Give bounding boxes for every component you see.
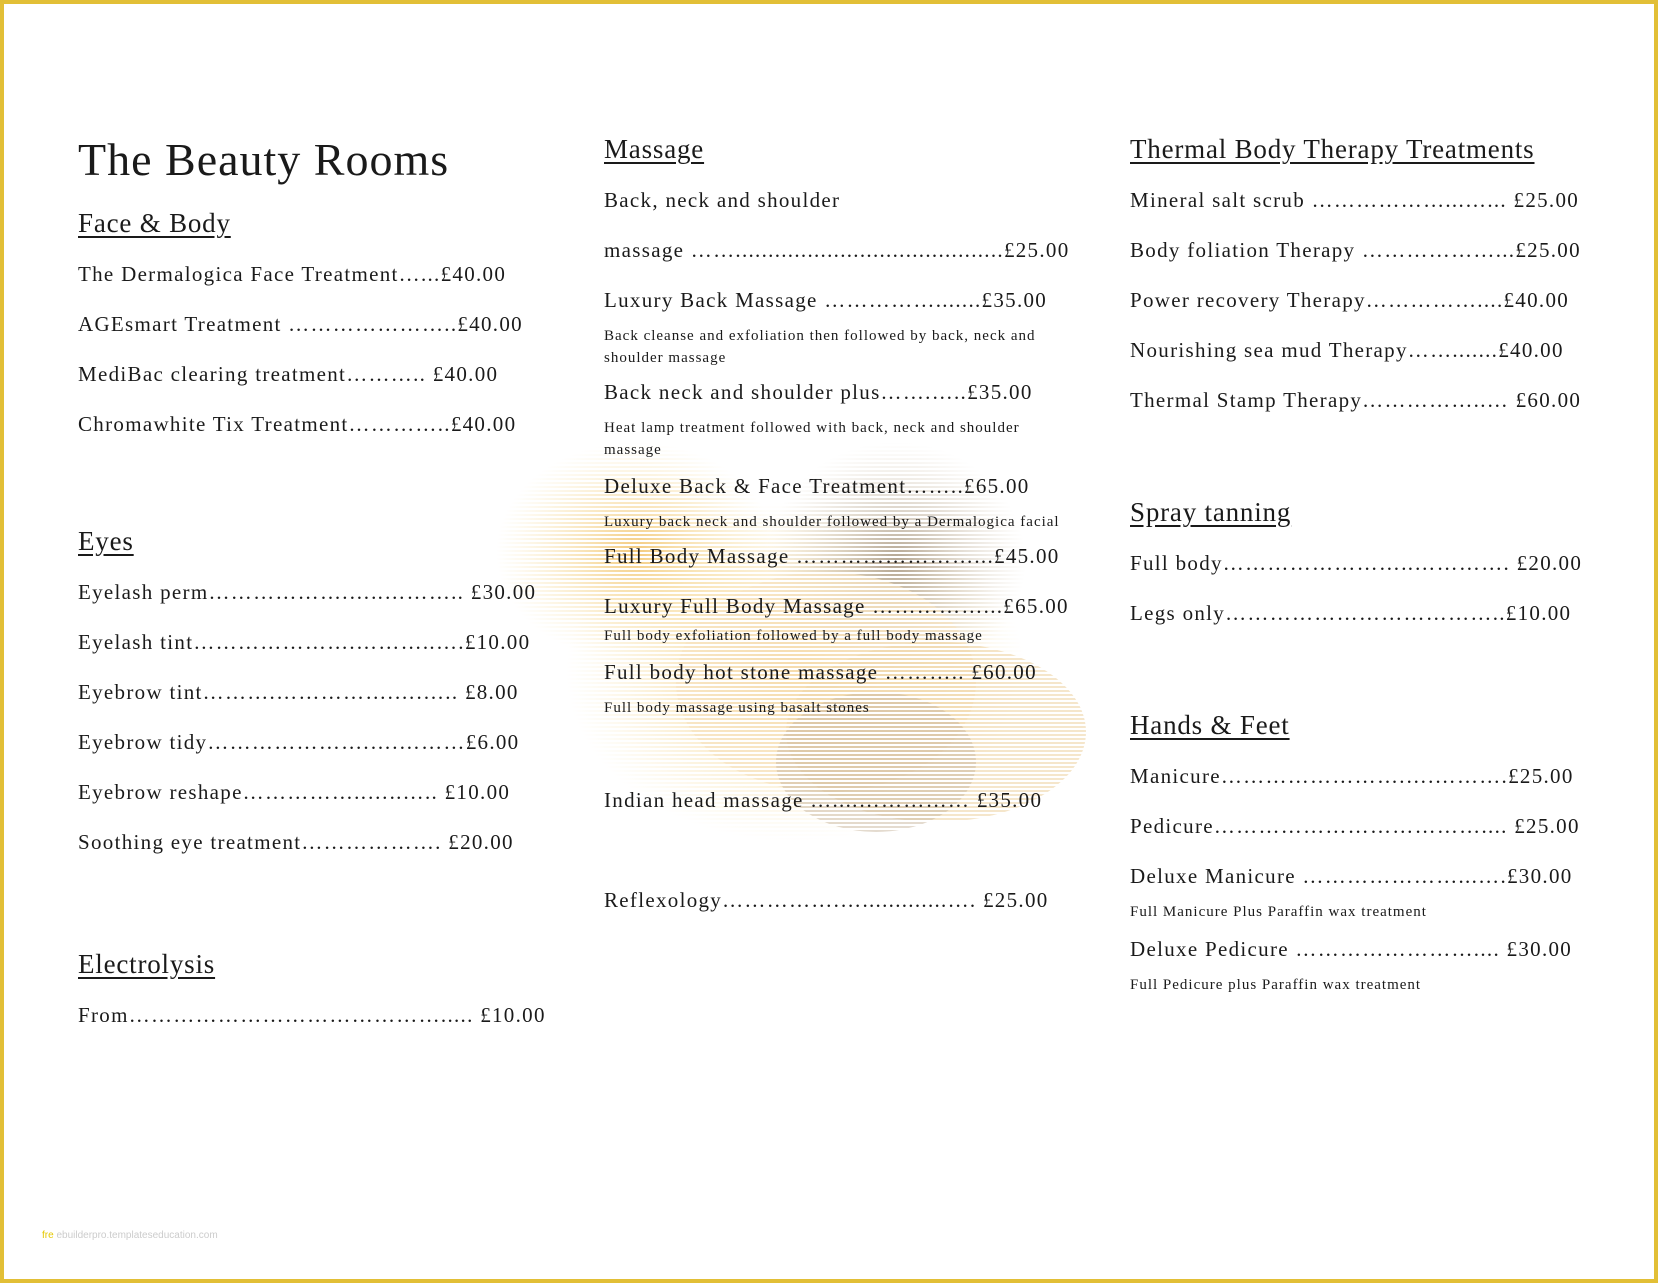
thermal-heading: Thermal Body Therapy Treatments: [1130, 134, 1535, 164]
electrolysis-heading: Electrolysis: [78, 949, 216, 979]
watermark-footer: [42, 1230, 218, 1241]
face-body-item: MediBac clearing treatment……….. £40.00: [78, 362, 499, 386]
hot-stone-item: Full body hot stone massage ……….. £60.00: [604, 660, 1037, 684]
reflexology-item: Reflexology…………….….............…. £25.00: [604, 888, 1049, 912]
electrolysis-item: From……………………………………..... £10.00: [78, 1003, 546, 1027]
eyes-item: Soothing eye treatment………………. £20.00: [78, 830, 514, 854]
face-body-heading: Face & Body: [78, 208, 231, 238]
full-body-item: Full Body Massage ……………………...£45.00: [604, 544, 1060, 568]
column-right: [1130, 132, 1600, 996]
eyes-item: Eyebrow tidy………………….….………£6.00: [78, 730, 520, 754]
luxury-back-desc: Back cleanse and exfoliation then followed by back, neck and shoulder massage: [604, 328, 1036, 366]
eyes-item: Eyelash perm……………….…..……….. £30.00: [78, 580, 537, 604]
deluxe-manicure-item: Deluxe Manicure …………………...….£30.00: [1130, 864, 1573, 888]
luxury-back-item: Luxury Back Massage …………….......£35.00: [604, 288, 1048, 312]
watermark-text: ebuilderpro.templateseducation.com: [56, 1230, 218, 1241]
pedicure-item: Pedicure……………………………….... £25.00: [1130, 814, 1580, 838]
face-body-item: Chromawhite Tix Treatment…………..£40.00: [78, 412, 517, 436]
luxury-full-desc: Full body exfoliation followed by a full body massage: [604, 628, 983, 644]
thermal-item: Power recovery Therapy……………....£40.00: [1130, 288, 1570, 312]
deluxe-item: Deluxe Back & Face Treatment……..£65.00: [604, 474, 1030, 498]
thermal-item: Nourishing sea mud Therapy…….......£40.00: [1130, 338, 1564, 362]
page-title: The Beauty Rooms: [78, 134, 450, 185]
column-left: [78, 132, 548, 1030]
spray-item: Legs only………………………………..£10.00: [1130, 601, 1572, 625]
plus-item: Back neck and shoulder plus…….…..£35.00: [604, 380, 1033, 404]
eyes-heading: Eyes: [78, 526, 134, 556]
spray-item: Full body……………………..…………. £20.00: [1130, 551, 1583, 575]
face-body-item: The Dermalogica Face Treatment…...£40.00: [78, 262, 507, 286]
luxury-full-item: Luxury Full Body Massage ……………...£65.00: [604, 594, 1069, 618]
thermal-item: Thermal Stamp Therapy……………..… £60.00: [1130, 388, 1582, 412]
thermal-item: Mineral salt scrub ………………...…... £25.00: [1130, 188, 1580, 212]
face-body-item: AGEsmart Treatment …………………..£40.00: [78, 312, 523, 336]
eyes-item: Eyebrow tint……….…………….….….. £8.00: [78, 680, 519, 704]
spray-heading: Spray tanning: [1130, 497, 1292, 527]
hot-stone-desc: Full body massage using basalt stones: [604, 700, 870, 716]
deluxe-pedicure-item: Deluxe Pedicure …………………….... £30.00: [1130, 937, 1573, 961]
deluxe-desc: Luxury back neck and shoulder followed by a Dermalogica facial: [604, 514, 1060, 530]
eyes-item: Eyelash tint………………….………..….£10.00: [78, 630, 531, 654]
massage-item-line1: Back, neck and shoulder: [604, 188, 841, 212]
thermal-item: Body foliation Therapy ………………...£25.00: [1130, 238, 1581, 262]
massage-heading: Massage: [604, 134, 705, 164]
deluxe-manicure-desc: Full Manicure Plus Paraffin wax treatment: [1130, 904, 1427, 920]
manicure-item: Manicure…………………….….……….£25.00: [1130, 764, 1574, 788]
hands-feet-heading: Hands & Feet: [1130, 710, 1290, 740]
eyes-item: Eyebrow reshape……………..…..….. £10.00: [78, 780, 511, 804]
massage-item-line2: massage …….........................................£25.00: [604, 238, 1070, 262]
plus-desc: Heat lamp treatment followed with back, neck and shoulder massage: [604, 420, 1020, 458]
watermark-brand: fre: [42, 1230, 54, 1241]
deluxe-pedicure-desc: Full Pedicure plus Paraffin wax treatment: [1130, 977, 1422, 993]
indian-head-item: Indian head massage …....…………… £35.00: [604, 788, 1043, 812]
column-middle: [604, 132, 1074, 915]
